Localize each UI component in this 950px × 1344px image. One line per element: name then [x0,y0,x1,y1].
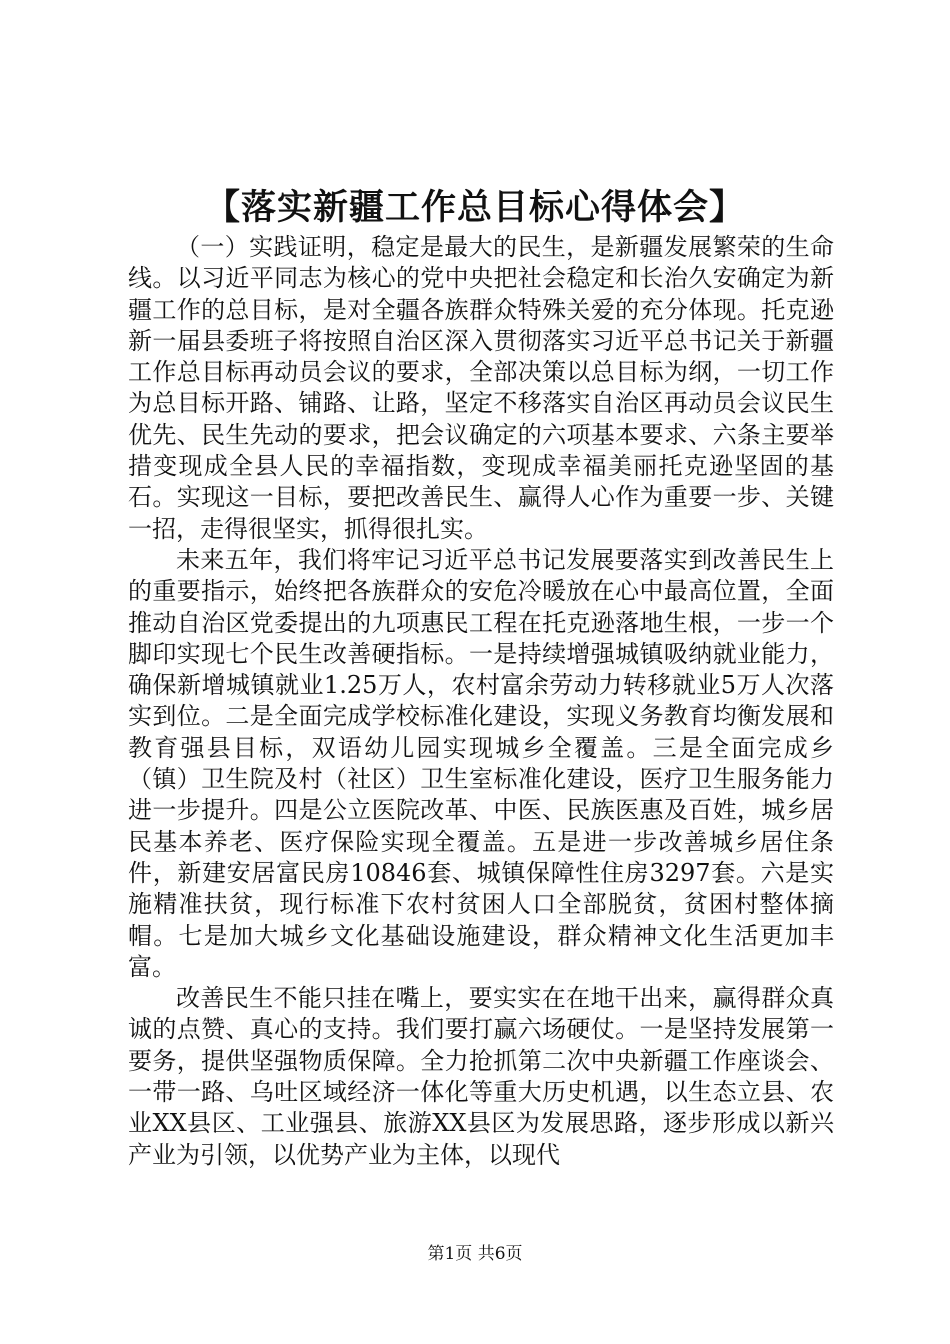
paragraph-3: 改善民生不能只挂在嘴上，要实实在在地干出来，赢得群众真诚的点赞、真心的支持。我们要打赢六场硬仗。一是坚持发展第一要务，提供坚强物质保障。全力抢抓第二次中央新疆工作座谈会、一带一路、乌吐区域经济一体化等重大历史机遇，以生态立县、农业XX县区、工业强县、旅游XX县区为发展思路，逐步形成以新兴产业为引领，以优势产业为主体，以现代 [128,984,834,1169]
document-title: 【落实新疆工作总目标心得体会】 [204,187,745,228]
document-body [128,232,834,1171]
paragraph-1: （一）实践证明，稳定是最大的民生，是新疆发展繁荣的生命线。以习近平同志为核心的党中央把社会稳定和长治久安确定为新疆工作的总目标，是对全疆各族群众特殊关爱的充分体现。托克逊新一届县委班子将按照自治区深入贯彻落实习近平总书记关于新疆工作总目标再动员会议的要求，全部决策以总目标为纲，一切工作为总目标开路、铺路、让路，坚定不移落实自治区再动员会议民生优先、民生先动的要求，把会议确定的六项基本要求、六条主要举措变现成全县人民的幸福指数，变现成幸福美丽托克逊坚固的基石。实现这一目标，要把改善民生、赢得人心作为重要一步、关键一招，走得很坚实，抓得很扎实。 [128,233,834,543]
paragraph-2: 未来五年，我们将牢记习近平总书记发展要落实到改善民生上的重要指示，始终把各族群众的安危冷暖放在心中最高位置，全面推动自治区党委提出的九项惠民工程在托克逊落地生根，一步一个脚印实现七个民生改善硬指标。一是持续增强城镇吸纳就业能力，确保新增城镇就业1.25万人，农村富余劳动力转移就业5万人次落实到位。二是全面完成学校标准化建设，实现义务教育均衡发展和教育强县目标，双语幼儿园实现城乡全覆盖。三是全面完成乡（镇）卫生院及村（社区）卫生室标准化建设，医疗卫生服务能力进一步提升。四是公立医院改革、中医、民族医惠及百姓，城乡居民基本养老、医疗保险实现全覆盖。五是进一步改善城乡居住条件，新建安居富民房10846套、城镇保障性住房3297套。六是实施精准扶贫，现行标准下农村贫困人口全部脱贫，贫困村整体摘帽。七是加大城乡文化基础设施建设，群众精神文化生活更加丰富。 [128,545,834,981]
page-number-footer: 第1页 共6页 [427,1244,523,1264]
